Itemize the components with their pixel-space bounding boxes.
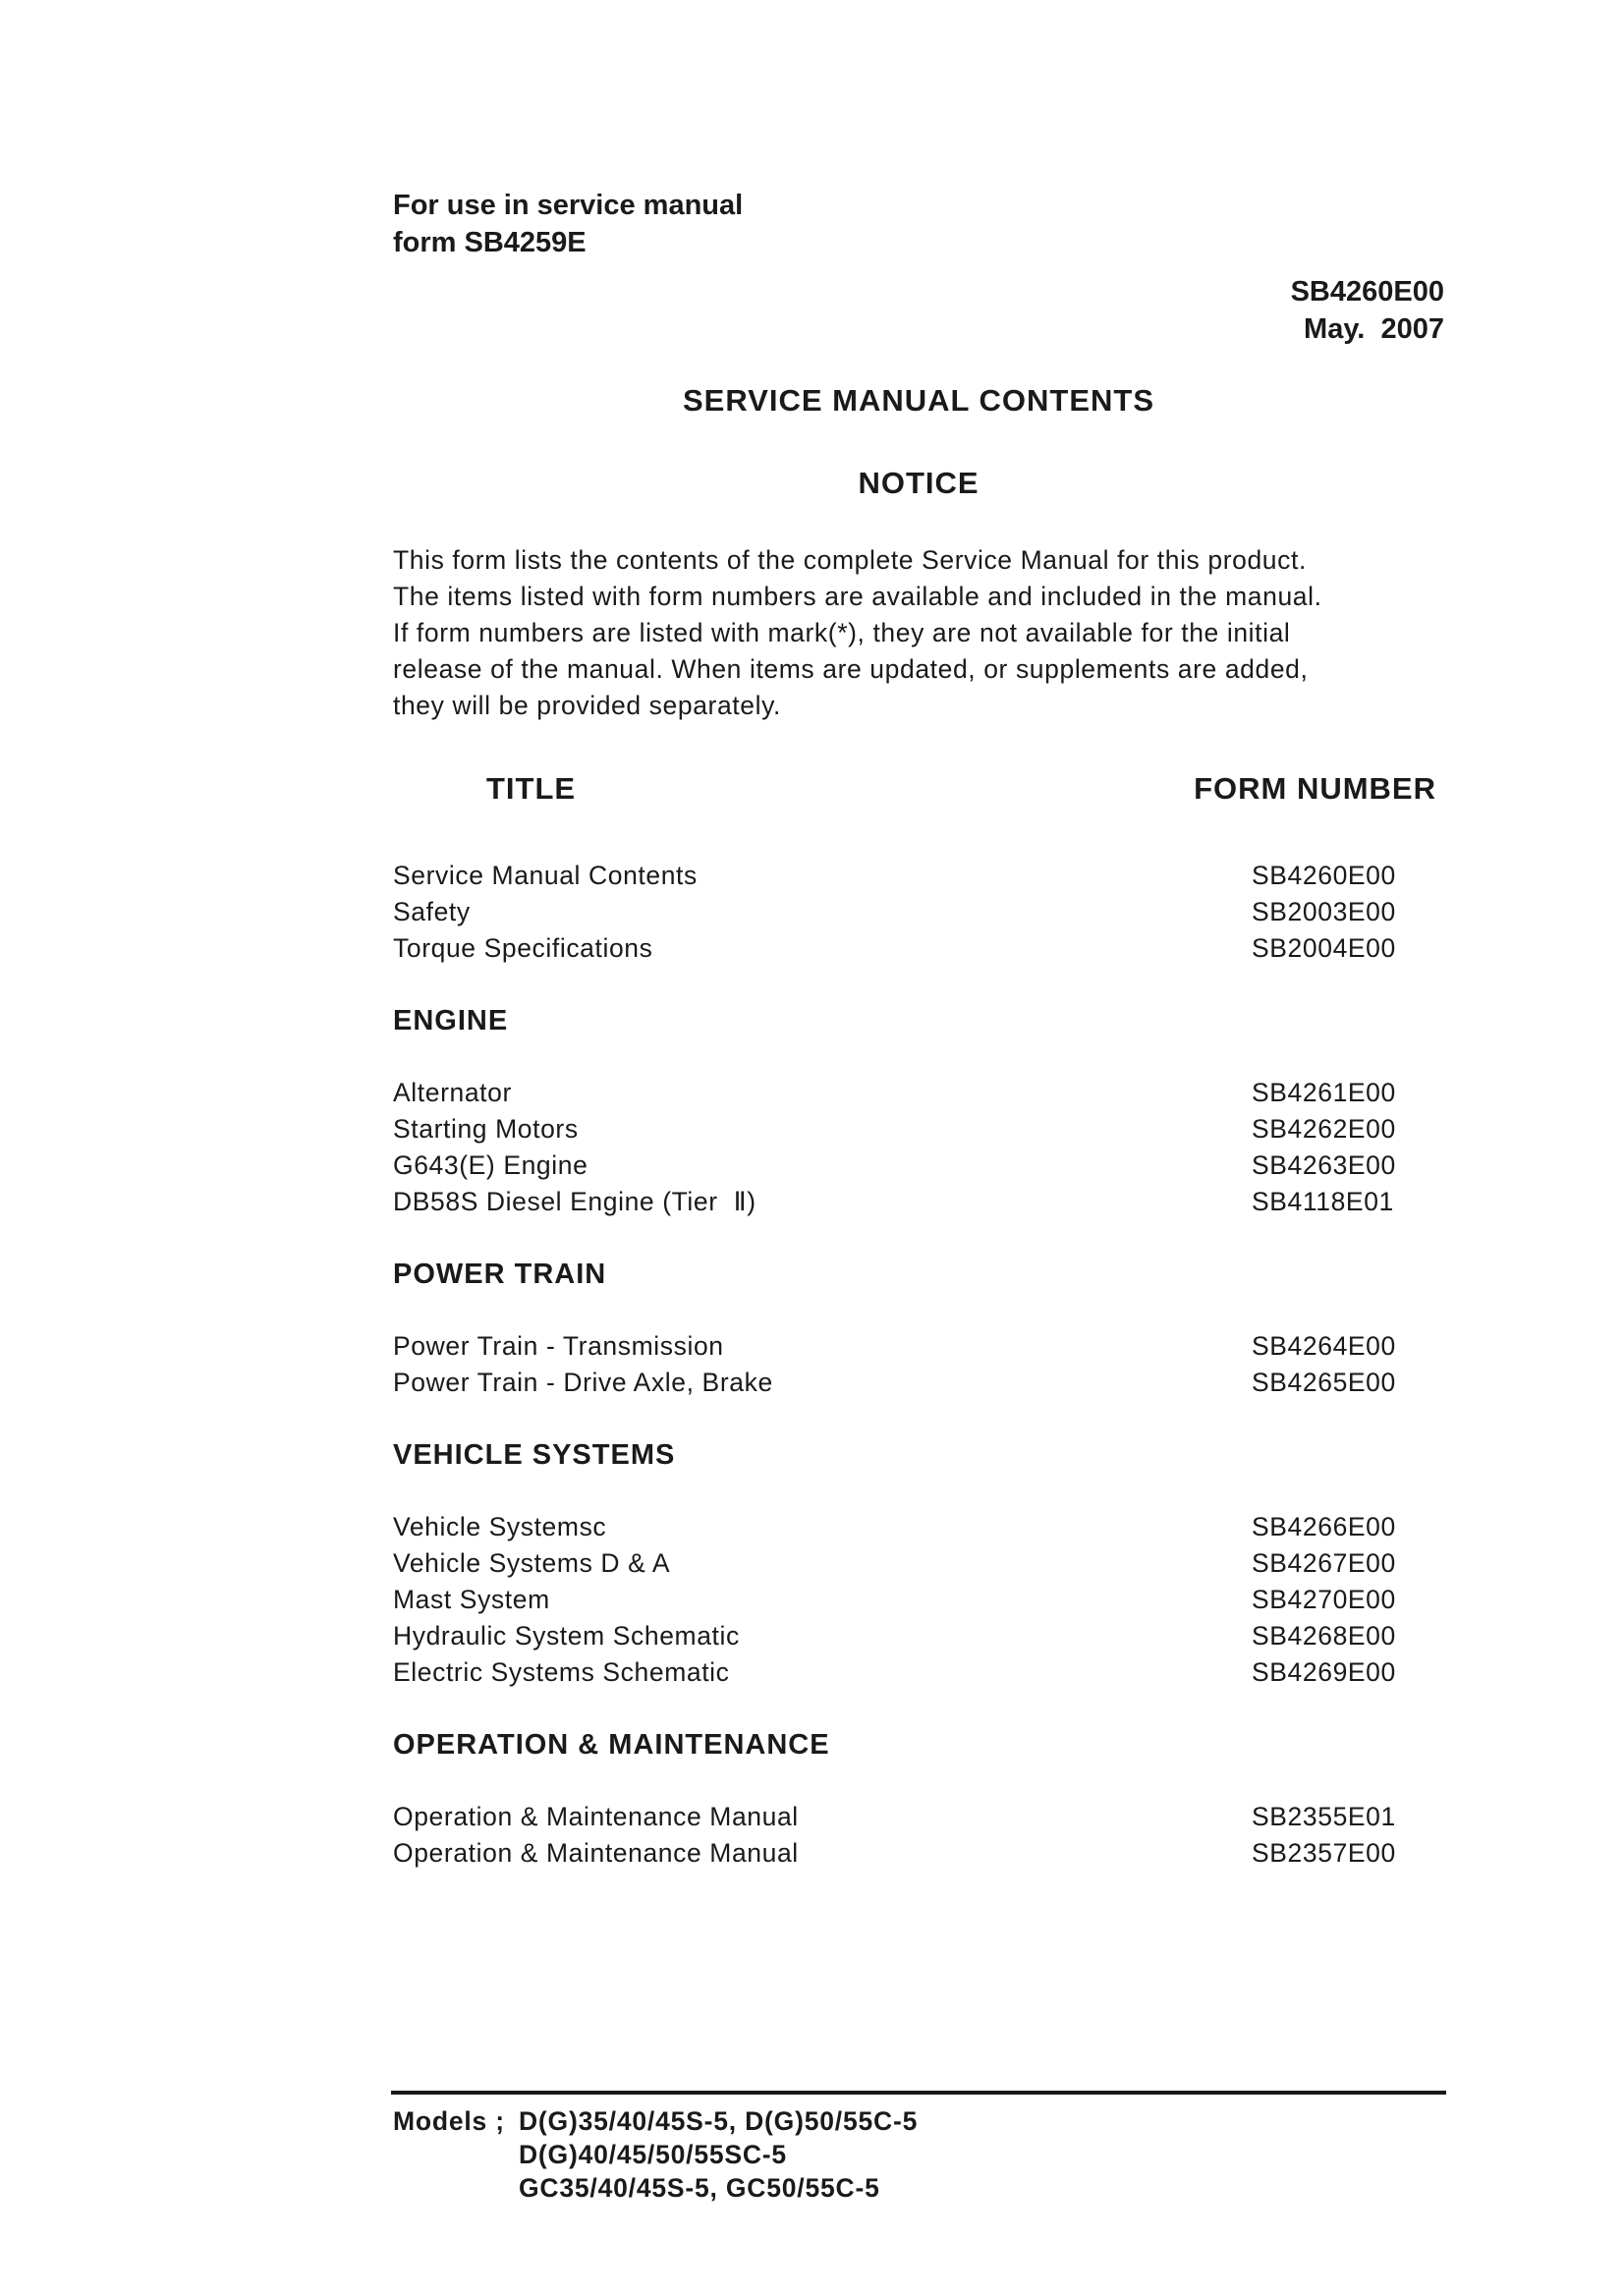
models-label: Models ; [393,2106,505,2136]
item-title: Operation & Maintenance Manual [393,1802,799,1831]
contents-row [393,1545,1444,1582]
notice-line: This form lists the contents of the complete Service Manual for this product. [393,545,1307,575]
contents-row [393,1618,1444,1654]
item-form-number: SB2357E00 [1252,1838,1396,1868]
contents-row [393,1075,1444,1111]
item-title: DB58S Diesel Engine (Tier Ⅱ) [393,1187,756,1216]
contents-row [393,1799,1444,1835]
item-title: G643(E) Engine [393,1150,588,1180]
section-power-train [393,1256,1444,1401]
models-row [391,2138,1446,2171]
notice-paragraph [393,542,1415,724]
item-form-number: SB4265E00 [1252,1368,1396,1397]
section-heading: VEHICLE SYSTEMS [393,1439,676,1471]
contents-row [393,1148,1444,1184]
general-items [393,858,1444,967]
item-form-number: SB4268E00 [1252,1621,1396,1651]
contents-row [393,1111,1444,1148]
models-row [391,2171,1446,2205]
section-vehicle-systems [393,1436,1444,1691]
models-footer [391,2091,1446,2205]
item-title: Power Train - Drive Axle, Brake [393,1368,773,1397]
item-title: Alternator [393,1078,512,1107]
contents-row [393,894,1444,930]
notice-line: they will be provided separately. [393,691,781,720]
section-engine [393,1002,1444,1220]
contents-row [393,1654,1444,1691]
item-form-number: SB4269E00 [1252,1657,1396,1687]
document-number: SB4260E00 [1290,276,1444,308]
contents-row [393,1328,1444,1365]
page-title: SERVICE MANUAL CONTENTS [682,383,1154,418]
models-value: D(G)35/40/45S-5, D(G)50/55C-5 [519,2106,919,2136]
item-title: Starting Motors [393,1114,579,1144]
item-title: Power Train - Transmission [393,1331,724,1361]
section-heading: OPERATION & MAINTENANCE [393,1729,830,1761]
item-title: Service Manual Contents [393,861,698,890]
item-form-number: SB2003E00 [1252,897,1396,926]
section-heading: POWER TRAIN [393,1259,607,1290]
section-heading: ENGINE [393,1005,509,1036]
item-title: Vehicle Systems D & A [393,1548,671,1578]
footer-divider [391,2091,1446,2095]
section-operation-maintenance [393,1726,1444,1872]
title-column-header: TITLE [486,771,577,806]
item-form-number: SB4118E01 [1252,1187,1394,1216]
document-page [393,187,1444,1872]
models-value: GC35/40/45S-5, GC50/55C-5 [519,2173,880,2203]
item-form-number: SB4263E00 [1252,1150,1396,1180]
item-form-number: SB2004E00 [1252,933,1396,963]
item-title: Torque Specifications [393,933,653,963]
item-form-number: SB4266E00 [1252,1512,1396,1541]
item-form-number: SB4260E00 [1252,861,1396,890]
document-reference [393,273,1444,348]
contents-row [393,1184,1444,1220]
contents-row [393,858,1444,894]
item-title: Mast System [393,1585,550,1614]
item-form-number: SB2355E01 [1252,1802,1396,1831]
contents-row [393,1365,1444,1401]
item-form-number: SB4267E00 [1252,1548,1396,1578]
notice-line: The items listed with form numbers are available and included in the manual. [393,582,1322,611]
item-form-number: SB4262E00 [1252,1114,1396,1144]
contents-row [393,1835,1444,1872]
contents-row [393,930,1444,967]
item-title: Safety [393,897,471,926]
use-note-line-2: form SB4259E [393,227,587,258]
notice-line: If form numbers are listed with mark(*), they are not available for the initial [393,618,1291,647]
notice-line: release of the manual. When items are updated, or supplements are added, [393,654,1309,684]
item-title: Electric Systems Schematic [393,1657,730,1687]
use-note [393,187,1444,261]
item-form-number: SB4270E00 [1252,1585,1396,1614]
use-note-line-1: For use in service manual [393,190,744,221]
models-list [391,2104,1446,2205]
item-title: Hydraulic System Schematic [393,1621,740,1651]
contents-row [393,1582,1444,1618]
item-title: Vehicle Systemsc [393,1512,607,1541]
form-number-column-header: FORM NUMBER [1194,771,1436,806]
contents-table-header [393,771,1444,811]
notice-heading: NOTICE [858,466,980,500]
models-value: D(G)40/45/50/55SC-5 [519,2140,787,2169]
item-form-number: SB4261E00 [1252,1078,1396,1107]
models-row [391,2104,1446,2138]
contents-row [393,1509,1444,1545]
document-date: May. 2007 [1304,313,1444,345]
item-title: Operation & Maintenance Manual [393,1838,799,1868]
item-form-number: SB4264E00 [1252,1331,1396,1361]
